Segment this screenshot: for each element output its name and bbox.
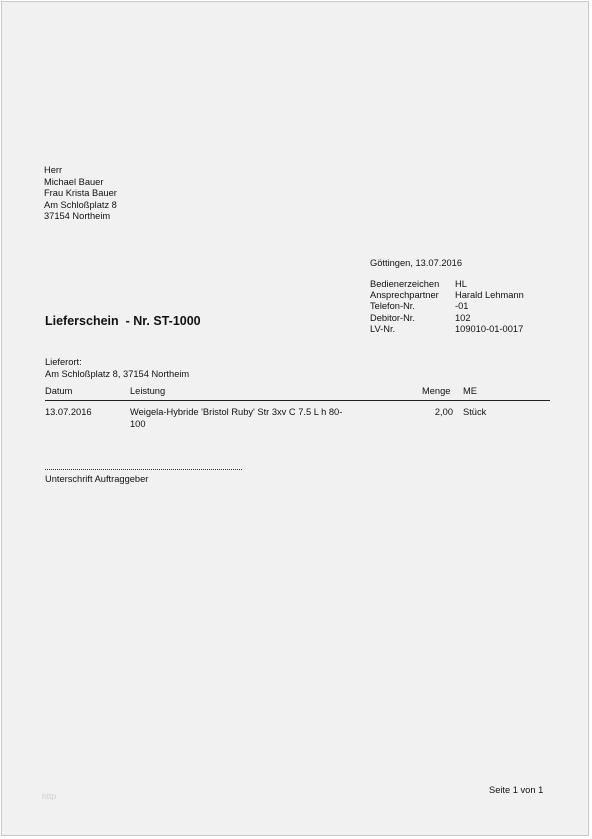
recipient-name: Michael Bauer — [44, 176, 104, 187]
recipient-address — [44, 165, 117, 223]
signature-line — [45, 469, 242, 470]
recipient-street: Am Schloßplatz 8 — [44, 199, 117, 210]
column-header-me: ME — [463, 386, 477, 396]
cell-datum: 13.07.2016 — [45, 407, 92, 417]
page-number: Seite 1 von 1 — [489, 785, 544, 795]
place-date: Göttingen, 13.07.2016 — [370, 258, 463, 268]
column-header-leistung: Leistung — [130, 386, 166, 396]
recipient-attention: Frau Krista Bauer — [44, 188, 117, 198]
info-label: Telefon-Nr. — [370, 301, 415, 312]
footer-watermark: http — [42, 791, 57, 801]
column-header-menge: Menge — [422, 386, 451, 396]
lieferort-label: Lieferort: — [45, 357, 82, 367]
recipient-salutation: Herr — [44, 165, 63, 175]
info-value: HL — [455, 279, 467, 289]
signature-label: Unterschrift Auftraggeber — [45, 474, 149, 484]
info-label: Bedienerzeichen — [370, 279, 440, 289]
info-value: -01 — [455, 301, 469, 312]
document-title: Lieferschein - Nr. ST-1000 — [45, 314, 201, 328]
info-label: Debitor-Nr. — [370, 312, 415, 323]
cell-me: Stück — [463, 407, 487, 417]
column-header-datum: Datum — [45, 386, 73, 396]
info-value: Harald Lehmann — [455, 290, 524, 301]
cell-menge: 2,00 — [434, 407, 453, 417]
info-value: 102 — [455, 312, 471, 323]
info-label: Ansprechpartner — [370, 290, 439, 301]
info-label: LV-Nr. — [370, 323, 396, 334]
table-header-divider — [45, 400, 550, 401]
recipient-city: 37154 Northeim — [44, 211, 111, 221]
document-page — [1, 1, 589, 836]
info-value: 109010-01-0017 — [455, 323, 524, 334]
lieferort-address: Am Schloßplatz 8, 37154 Northeim — [45, 369, 190, 379]
cell-leistung: Weigela-Hybride 'Bristol Ruby' Str 3xv C 7.5 L h 80-100 — [130, 407, 343, 429]
